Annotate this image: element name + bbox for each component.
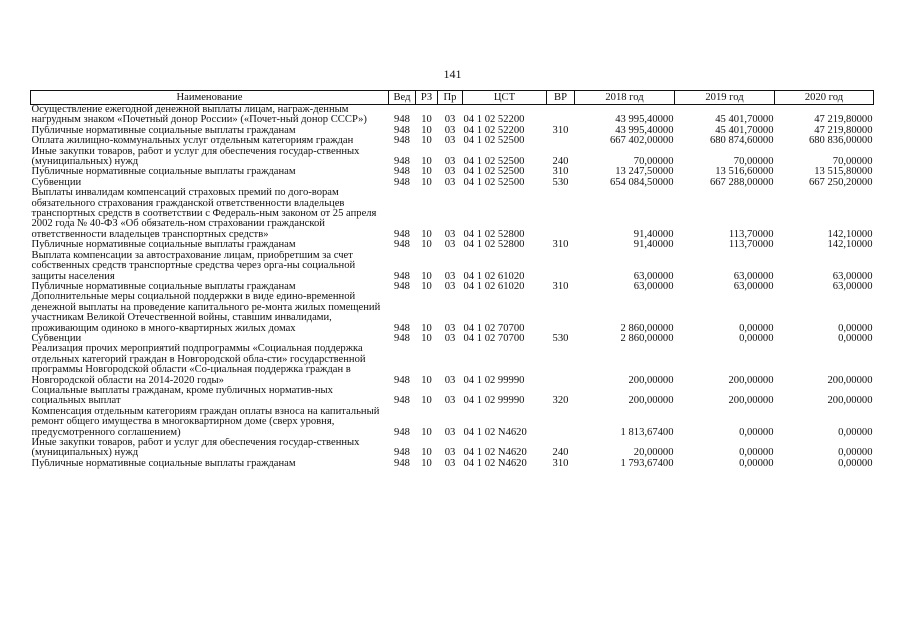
cell-ved: 948 xyxy=(394,322,410,334)
cell-2019: 667 288,00000 xyxy=(709,177,774,188)
cell-2018: 20,00000 xyxy=(633,447,674,459)
cell-vr: 530 xyxy=(552,333,569,344)
cell-rz: 10 xyxy=(421,333,432,344)
cell-2020: 200,00000 xyxy=(827,395,873,407)
cell-name: Субвенции xyxy=(31,333,82,344)
cell-vr: 310 xyxy=(552,458,569,469)
cell-pr: 03 xyxy=(444,333,456,344)
table-row xyxy=(31,105,874,126)
cell-2020: 47 219,80000 xyxy=(814,125,873,136)
cell-ved: 948 xyxy=(394,333,410,344)
cell-vr xyxy=(547,407,575,438)
cell-rz: 10 xyxy=(421,395,432,407)
cell-2018: 200,00000 xyxy=(628,395,674,407)
table-row xyxy=(31,459,874,469)
cell-cst: 04 1 02 52500 xyxy=(463,136,525,147)
cell-vr xyxy=(547,136,575,146)
cell-rz: 10 xyxy=(421,136,432,147)
table-row xyxy=(31,240,874,250)
cell-vr xyxy=(547,251,575,282)
cell-2019: 0,00000 xyxy=(739,322,774,334)
cell-2020: 47 219,80000 xyxy=(814,114,873,126)
cell-2019: 113,70000 xyxy=(728,228,774,240)
cell-2020: 0,00000 xyxy=(838,447,873,459)
cell-pr: 03 xyxy=(444,125,456,136)
cell-cst: 04 1 02 70700 xyxy=(463,333,525,344)
cell-2020: 0,00000 xyxy=(838,333,873,344)
cell-2020: 200,00000 xyxy=(827,374,873,386)
cell-2020: 70,00000 xyxy=(832,156,873,168)
cell-rz: 10 xyxy=(421,322,432,334)
table-row xyxy=(31,251,874,282)
cell-ved: 948 xyxy=(394,240,410,251)
cell-vr: 240 xyxy=(552,447,569,459)
cell-vr: 310 xyxy=(552,240,569,251)
table-body xyxy=(31,105,874,470)
cell-2018: 13 247,50000 xyxy=(615,167,674,178)
cell-pr: 03 xyxy=(444,458,456,469)
cell-vr xyxy=(547,188,575,240)
cell-vr: 310 xyxy=(552,125,569,136)
cell-rz: 10 xyxy=(421,281,432,292)
cell-ved: 948 xyxy=(394,177,410,188)
cell-pr: 03 xyxy=(444,395,456,407)
cell-vr: 240 xyxy=(552,156,569,168)
cell-name: Оплата жилищно-коммунальных услуг отдельным категориям граждан xyxy=(31,136,354,147)
cell-rz: 10 xyxy=(421,374,432,386)
table-row xyxy=(31,188,874,240)
table-row xyxy=(31,438,874,459)
cell-name: Публичные нормативные социальные выплаты гражданам xyxy=(31,167,296,178)
header-cst: ЦСТ xyxy=(463,91,547,105)
cell-cst: 04 1 02 61020 xyxy=(463,270,525,282)
table-row xyxy=(31,167,874,177)
cell-name: Публичные нормативные социальные выплаты гражданам xyxy=(31,281,296,292)
cell-pr: 03 xyxy=(444,281,456,292)
header-2018: 2018 год xyxy=(575,91,675,105)
cell-2020: 63,00000 xyxy=(832,270,873,282)
cell-vr: 310 xyxy=(552,167,569,178)
cell-cst: 04 1 02 52800 xyxy=(463,240,525,251)
cell-pr: 03 xyxy=(444,228,456,240)
cell-ved: 948 xyxy=(394,426,410,438)
cell-cst: 04 1 02 N4620 xyxy=(463,447,527,459)
header-2020: 2020 год xyxy=(775,91,874,105)
cell-name: Социальные выплаты гражданам, кроме публичных норматив-ных социальных выплат xyxy=(31,385,333,407)
cell-2019: 0,00000 xyxy=(739,426,774,438)
cell-rz: 10 xyxy=(421,458,432,469)
header-pr: Пр xyxy=(438,91,463,105)
cell-ved: 948 xyxy=(394,136,410,147)
cell-vr: 320 xyxy=(552,395,569,407)
cell-cst: 04 1 02 52500 xyxy=(463,167,525,178)
cell-2019: 200,00000 xyxy=(728,395,774,407)
cell-pr: 03 xyxy=(444,426,456,438)
cell-pr: 03 xyxy=(444,114,456,126)
cell-ved: 948 xyxy=(394,458,410,469)
cell-name: Выплата компенсации за автострахование лицам, приобретшим за счет собственных средств транспортные средства через орга-ны социальной защиты населения xyxy=(31,250,356,282)
cell-cst: 04 1 02 61020 xyxy=(463,281,525,292)
cell-2020: 0,00000 xyxy=(838,322,873,334)
header-row xyxy=(31,91,874,105)
header-ved: Вед xyxy=(389,91,416,105)
cell-ved: 948 xyxy=(394,447,410,459)
cell-2019: 70,00000 xyxy=(733,156,774,168)
cell-pr: 03 xyxy=(444,136,456,147)
cell-name: Дополнительные меры социальной поддержки в виде едино-временной денежной выплаты на проведение капитального ре-монта жилых помещений участникам Великой Отечественной войны, ставшим инвалидами, проживающим одиноко в много-квартирных жилых домах xyxy=(31,292,381,334)
cell-rz: 10 xyxy=(421,447,432,459)
cell-rz: 10 xyxy=(421,177,432,188)
cell-2018: 43 995,40000 xyxy=(615,125,674,136)
cell-rz: 10 xyxy=(421,228,432,240)
cell-rz: 10 xyxy=(421,156,432,168)
cell-2018: 43 995,40000 xyxy=(615,114,674,126)
cell-ved: 948 xyxy=(394,395,410,407)
cell-cst: 04 1 02 52800 xyxy=(463,228,525,240)
cell-name: Иные закупки товаров, работ и услуг для обеспечения государ-ственных (муниципальных) нужд xyxy=(31,438,360,459)
cell-2018: 63,00000 xyxy=(633,270,674,282)
cell-name: Публичные нормативные социальные выплаты гражданам xyxy=(31,240,296,251)
cell-2020: 680 836,00000 xyxy=(808,136,873,147)
cell-2018: 667 402,00000 xyxy=(609,136,674,147)
cell-ved: 948 xyxy=(394,114,410,126)
cell-vr xyxy=(547,292,575,334)
table-row xyxy=(31,136,874,146)
header-2019: 2019 год xyxy=(675,91,775,105)
page-number: 141 xyxy=(443,67,462,81)
cell-2020: 0,00000 xyxy=(838,458,873,469)
cell-ved: 948 xyxy=(394,228,410,240)
cell-pr: 03 xyxy=(444,240,456,251)
cell-cst: 04 1 02 52500 xyxy=(463,177,525,188)
cell-2019: 680 874,60000 xyxy=(709,136,774,147)
table-row xyxy=(31,292,874,334)
cell-rz: 10 xyxy=(421,125,432,136)
cell-2018: 2 860,00000 xyxy=(620,322,674,334)
cell-2018: 2 860,00000 xyxy=(620,333,674,344)
cell-2019: 63,00000 xyxy=(733,281,774,292)
cell-cst: 04 1 02 N4620 xyxy=(463,458,527,469)
cell-2019: 0,00000 xyxy=(739,333,774,344)
cell-2018: 654 084,50000 xyxy=(609,177,674,188)
cell-pr: 03 xyxy=(444,374,456,386)
cell-name: Выплаты инвалидам компенсаций страховых премий по дого-ворам обязательного страхования гражданской ответственности владельцев транспортных средств в соответствии с Федераль-ным законом от 25 апреля 2002 года № 40-ФЗ «Об обязатель-ном страховании гражданской ответственности владельцев транспортных средств» xyxy=(31,188,377,240)
budget-table xyxy=(30,90,874,469)
cell-2020: 13 515,80000 xyxy=(814,167,873,178)
cell-name: Иные закупки товаров, работ и услуг для обеспечения государ-ственных (муниципальных) нужд xyxy=(31,146,360,168)
cell-2020: 142,10000 xyxy=(827,228,873,240)
cell-2019: 0,00000 xyxy=(739,447,774,459)
cell-rz: 10 xyxy=(421,167,432,178)
cell-2019: 13 516,60000 xyxy=(715,167,774,178)
cell-pr: 03 xyxy=(444,167,456,178)
cell-pr: 03 xyxy=(444,322,456,334)
cell-2020: 0,00000 xyxy=(838,426,873,438)
cell-ved: 948 xyxy=(394,270,410,282)
cell-ved: 948 xyxy=(394,125,410,136)
table-row xyxy=(31,147,874,168)
cell-2018: 91,40000 xyxy=(633,240,674,251)
table-row xyxy=(31,178,874,188)
cell-2019: 45 401,70000 xyxy=(715,114,774,126)
header-vr: ВР xyxy=(547,91,575,105)
cell-name: Публичные нормативные социальные выплаты гражданам xyxy=(31,125,296,136)
cell-cst: 04 1 02 N4620 xyxy=(463,426,527,438)
cell-name: Реализация прочих мероприятий подпрограммы «Социальная поддержка отдельных категорий граждан в Новгородской обла-сти» государственной программы Новгородской области «Со-циальная поддержка граждан в Новгородской области на 2014-2020 годы» xyxy=(31,344,366,386)
header-name: Наименование xyxy=(31,91,389,105)
cell-2018: 70,00000 xyxy=(633,156,674,168)
cell-2019: 200,00000 xyxy=(728,374,774,386)
cell-cst: 04 1 02 99990 xyxy=(463,374,525,386)
cell-2019: 0,00000 xyxy=(739,458,774,469)
cell-2018: 1 813,67400 xyxy=(620,426,674,438)
cell-2018: 91,40000 xyxy=(633,228,674,240)
cell-vr: 530 xyxy=(552,177,569,188)
cell-cst: 04 1 02 70700 xyxy=(463,322,525,334)
cell-name: Публичные нормативные социальные выплаты гражданам xyxy=(31,458,296,469)
cell-2019: 63,00000 xyxy=(733,270,774,282)
table-row xyxy=(31,126,874,136)
cell-2020: 63,00000 xyxy=(832,281,873,292)
cell-2019: 113,70000 xyxy=(728,240,774,251)
cell-rz: 10 xyxy=(421,426,432,438)
cell-name: Компенсация отдельным категориям граждан оплаты взноса на капитальный ремонт общего имущества в многоквартирном доме (сверх уровня, предусмотренного соглашением) xyxy=(31,406,380,438)
cell-vr xyxy=(547,344,575,386)
cell-2018: 200,00000 xyxy=(628,374,674,386)
table-row xyxy=(31,344,874,386)
cell-vr: 310 xyxy=(552,281,569,292)
cell-pr: 03 xyxy=(444,156,456,168)
cell-pr: 03 xyxy=(444,270,456,282)
table-row xyxy=(31,282,874,292)
cell-ved: 948 xyxy=(394,281,410,292)
cell-cst: 04 1 02 52200 xyxy=(463,114,525,126)
cell-name: Субвенции xyxy=(31,177,82,188)
cell-name: Осуществление ежегодной денежной выплаты лицам, награж-денным нагрудным знаком «Почетный донор России» («Почет-ный донор СССР») xyxy=(31,104,367,126)
cell-rz: 10 xyxy=(421,240,432,251)
cell-cst: 04 1 02 99990 xyxy=(463,395,525,407)
cell-cst: 04 1 02 52200 xyxy=(463,125,525,136)
cell-cst: 04 1 02 52500 xyxy=(463,156,525,168)
cell-ved: 948 xyxy=(394,156,410,168)
cell-2018: 1 793,67400 xyxy=(620,458,674,469)
cell-ved: 948 xyxy=(394,374,410,386)
cell-2020: 142,10000 xyxy=(827,240,873,251)
table-row xyxy=(31,407,874,438)
cell-pr: 03 xyxy=(444,177,456,188)
cell-rz: 10 xyxy=(421,114,432,126)
cell-2018: 63,00000 xyxy=(633,281,674,292)
cell-pr: 03 xyxy=(444,447,456,459)
cell-vr xyxy=(547,105,575,126)
cell-2019: 45 401,70000 xyxy=(715,125,774,136)
table-row xyxy=(31,334,874,344)
cell-ved: 948 xyxy=(394,167,410,178)
table-row xyxy=(31,386,874,407)
header-rz: РЗ xyxy=(416,91,438,105)
cell-2020: 667 250,20000 xyxy=(808,177,873,188)
cell-rz: 10 xyxy=(421,270,432,282)
